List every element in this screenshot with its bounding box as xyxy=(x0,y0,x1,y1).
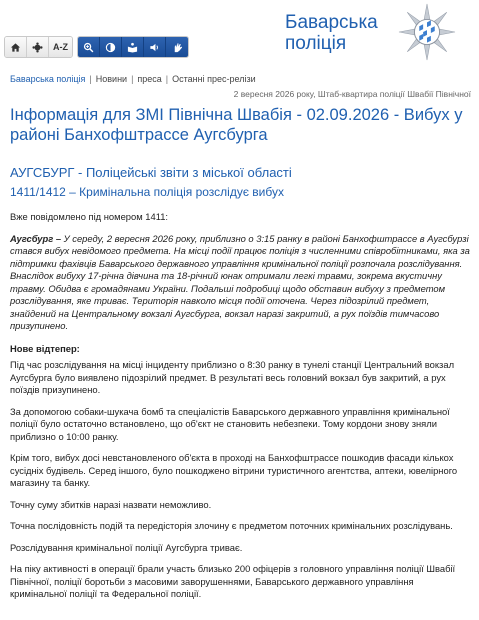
article-subtitle: 1411/1412 – Кримінальна поліція розслідує вибух xyxy=(10,185,284,199)
zoom-icon xyxy=(83,42,94,53)
breadcrumb-separator: | xyxy=(89,74,92,84)
az-index-icon: A-Z xyxy=(53,42,68,52)
breadcrumb-separator: | xyxy=(165,74,169,84)
breadcrumb-current: Останні прес-релізи xyxy=(172,74,256,84)
page-title: Інформація для ЗМІ Північна Швабія - 02.09.2026 - Вибух у районі Банхофштрассе Аугсбурга xyxy=(10,106,463,144)
bavarian-police-star-icon[interactable] xyxy=(398,3,456,61)
sitemap-icon xyxy=(32,42,43,53)
brand-line-2: поліція xyxy=(285,33,347,54)
toolbar-group-accessibility xyxy=(77,36,189,58)
breadcrumb-separator: | xyxy=(131,74,134,84)
lead-paragraph xyxy=(10,233,472,333)
paragraph-3: Крім того, вибух досі невстановленого об'єкта в проході на Банхофштрассе пошкодив фасади кількох сусідніх будівель. Серед іншого, було пошкоджено вітрини туристичного агентства, аптеки, ювелірного магазину та банку. xyxy=(10,452,458,488)
breadcrumb-link-press[interactable]: преса xyxy=(137,74,162,84)
paragraph-7: На піку активності в операції брали участь близько 200 офіцерів з головного управління поліції Швабії Північної, поліції боротьби з масовими заворушеннями, Баварського державного управління кримінальної поліції та Федеральної поліції. xyxy=(10,563,456,599)
contrast-button[interactable] xyxy=(100,37,122,57)
article-body xyxy=(10,211,472,601)
breadcrumb-link-home[interactable]: Баварська поліція xyxy=(10,74,86,84)
contrast-icon xyxy=(105,42,116,53)
paragraph-4: Точну суму збитків наразі назвати неможливо. xyxy=(10,498,212,510)
home-button[interactable] xyxy=(5,37,27,57)
zoom-button[interactable] xyxy=(78,37,100,57)
sitemap-button[interactable] xyxy=(27,37,49,57)
az-index-button[interactable] xyxy=(49,37,72,57)
site-brand[interactable] xyxy=(285,12,378,54)
site-header xyxy=(0,0,479,68)
paragraph-2: За допомогою собаки-шукача бомб та спеціалістів Баварського державного управління кримінальної поліції було остаточно встановлено, що об'єкт не становить небезпеки. Тому кордони знову зняли приблизно о 10:00 ранку. xyxy=(10,405,450,442)
breadcrumb-link-news[interactable]: Новини xyxy=(95,74,128,84)
breadcrumb xyxy=(10,74,256,84)
paragraph-5: Точна послідовність подій та передісторія злочину є предметом поточних кримінальних розслідувань. xyxy=(10,520,453,531)
paragraph-6: Розслідування кримінальної поліції Аугсбурга триває. xyxy=(10,541,243,553)
article-category: АУГСБУРГ - Поліцейські звіти з міської області xyxy=(10,165,292,180)
read-aloud-button[interactable] xyxy=(144,37,166,57)
sign-language-icon xyxy=(172,42,183,53)
home-icon xyxy=(10,42,21,53)
lead-place: Аугсбург – xyxy=(10,232,62,244)
lead-text: У середу, 2 вересня 2026 року, приблизно о 3:15 ранку в районі Банхофштрассе в Аугсбурзі стався вибух невідомого предмета. На місці події працює поліція з численними співробітниками, яка за підтримки фахівців Баварського державного управління кримінальної поліції розпочала розслідування. Внаслідок вибуху 17-річна дівчина та 18-річний юнак отримали легкі травми, зокрема вкустичну травму. Обидва є громадянами України. Подальші подробиці щодо обставин вибуху з предметом розслідування, яке триває. Територія навколо місця події оточена. Через підозрілий предмет, знайдений на Центральному вокзалі Аугсбурга, вокзал наразі закритий, а рух поїздів тимчасово призупинено. xyxy=(10,232,470,331)
toolbar-group-navigation xyxy=(4,36,73,58)
sign-language-button[interactable] xyxy=(166,37,188,57)
paragraph-1: Під час розслідування на місці інциденту приблизно о 8:30 ранку в тунелі станції Центральний вокзал Аугсбурга було виявлено підозрілий предмет. В результаті весь головний вокзал був закритий, а рух поїздів призупинено. xyxy=(10,359,455,395)
easy-language-button[interactable] xyxy=(122,37,144,57)
brand-line-1: Баварська xyxy=(285,12,378,33)
speaker-icon xyxy=(149,42,160,53)
publication-meta: 2 вересня 2026 року, Штаб-квартира поліції Швабії Північної xyxy=(233,89,471,99)
easy-language-icon xyxy=(127,42,138,53)
section-heading: Нове відтепер: xyxy=(10,342,80,354)
intro-text: Вже повідомлено під номером 1411: xyxy=(10,211,169,222)
accessibility-toolbar xyxy=(4,36,193,58)
